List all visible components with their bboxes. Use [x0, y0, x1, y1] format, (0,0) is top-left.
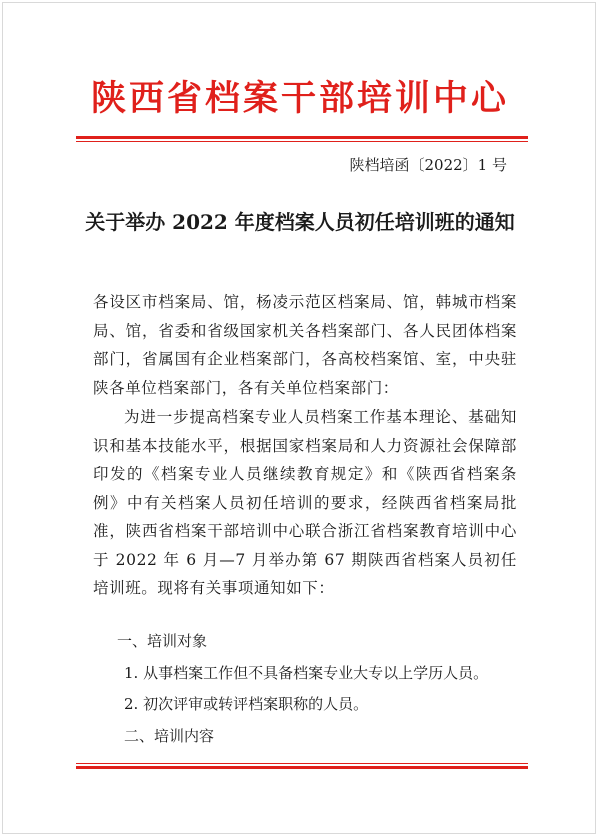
document-number: 陕档培函〔2022〕1 号	[349, 156, 507, 174]
organization-header: 陕西省档案干部培训中心	[90, 79, 509, 119]
intro-paragraph: 为进一步提高档案专业人员档案工作基本理论、基础知识和基本技能水平，根据国家档案局和人力资源社会保障部印发的《档案专业人员继续教育规定》和《陕西省档案条例》中有关档案人员初任培训的要求，经陕西省档案局批准，陕西省档案干部培训中心联合浙江省档案教育培训中心于 2022 年 6 月—7 月举办第 67 期陕西省档案人员初任培训班。现将有关事项通知如下：	[93, 408, 517, 597]
list-item: 1. 从事档案工作但不具备档案专业大专以上学历人员。	[124, 664, 489, 682]
addressee-paragraph: 各设区市档案局、馆，杨凌示范区档案局、馆，韩城市档案局、馆，省委和省级国家机关各档案部门、各人民团体档案部门，省属国有企业档案部门，各高校档案馆、室，中央驻陕各单位档案部门，各有关单位档案部门：	[93, 293, 517, 397]
footer-rule-thin	[76, 763, 528, 764]
header-rule-thick	[76, 136, 528, 139]
section-heading-training-content: 二、培训内容	[124, 727, 215, 745]
list-item: 2. 初次评审或转评档案职称的人员。	[124, 695, 369, 713]
footer-rule-thick	[76, 766, 528, 769]
section-heading-training-targets: 一、培训对象	[117, 632, 208, 650]
notice-title: 关于举办 2022 年度档案人员初任培训班的通知	[85, 210, 515, 234]
header-rule-thin	[76, 141, 528, 142]
